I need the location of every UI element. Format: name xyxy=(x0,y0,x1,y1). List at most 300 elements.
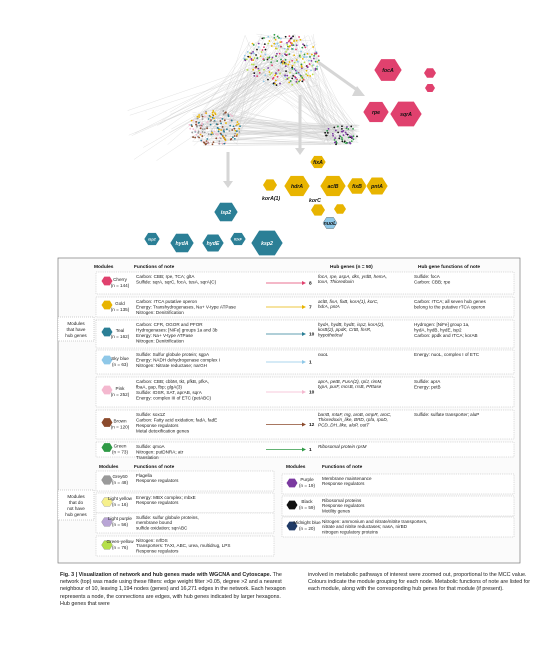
module-row-teal xyxy=(96,320,514,348)
hub-genes-line: hypothetical xyxy=(318,332,343,337)
network-edge xyxy=(282,74,334,132)
network-node xyxy=(310,60,312,62)
network-node xyxy=(201,122,203,124)
network-node xyxy=(229,119,231,121)
network-node xyxy=(262,58,264,60)
module-name: Purple xyxy=(300,477,314,482)
network-node xyxy=(312,74,314,76)
module-function: Response regulators xyxy=(136,500,179,505)
header-hub-functions: Hub gene functions of note xyxy=(418,264,480,270)
network-node xyxy=(289,39,291,41)
network-node xyxy=(269,71,271,73)
network-node xyxy=(347,128,349,130)
network-node xyxy=(304,61,306,63)
network-node xyxy=(277,76,279,78)
module-function: Transporters: TAXI, ABC, urea, multidrug, LPS xyxy=(136,543,230,548)
network-node xyxy=(310,69,312,71)
network-node xyxy=(286,44,288,46)
network-node xyxy=(298,73,300,75)
hub-function: Sulfide: focA xyxy=(414,274,441,279)
module-function: Response regulators xyxy=(322,503,365,508)
network-node xyxy=(221,142,223,144)
network-node xyxy=(341,139,343,141)
network-node xyxy=(279,73,281,75)
network-node xyxy=(208,118,210,120)
module-function: Nitrogen: putDNRA; atr xyxy=(136,450,184,455)
network-node xyxy=(303,79,305,81)
teal-hub-label: hydA xyxy=(176,241,189,247)
module-name: Grey60 xyxy=(112,474,128,479)
network-node xyxy=(285,65,287,67)
module-function: Carbon: rTCA putative operon xyxy=(136,299,197,304)
network-node xyxy=(223,131,225,133)
module-name: Green-yellow xyxy=(106,539,134,544)
network-node xyxy=(276,42,278,44)
group-with-hubs-line: Modules xyxy=(67,321,85,326)
network-node xyxy=(341,131,343,133)
network-node xyxy=(295,77,297,79)
network-node xyxy=(257,68,259,70)
network-node xyxy=(225,122,227,124)
module-function: fbaA, gap, fbp; glgA(3) xyxy=(136,385,182,390)
module-function: Motility genes xyxy=(322,508,351,513)
network-node xyxy=(205,111,207,113)
network-node xyxy=(325,135,327,137)
network-node xyxy=(269,74,271,76)
hub-function: Carbon: ppdk and rTCA; korAB xyxy=(414,333,478,338)
module-count: (n = 63) xyxy=(112,362,128,367)
group-without-hubs-line: not have xyxy=(67,506,85,511)
network-node xyxy=(205,112,207,114)
network-node xyxy=(252,59,254,61)
network-node xyxy=(271,64,273,66)
network-node xyxy=(189,128,191,130)
network-node xyxy=(258,43,260,45)
module-function: Nitrogen: Denitrification xyxy=(136,339,184,344)
module-count: (n = 76) xyxy=(112,545,128,550)
network-node xyxy=(280,46,282,48)
hub-count: 8 xyxy=(309,281,312,287)
hub-function: Carbon: CBB; rpe xyxy=(414,280,451,285)
network-node xyxy=(286,42,288,44)
network-node xyxy=(220,123,222,125)
module-function: Energy: NADH dehydrogenase complex I xyxy=(136,358,220,363)
network-node xyxy=(307,66,309,68)
network-node xyxy=(288,81,290,83)
module-function: nitrate and nitrite reductases; nasA, nirBD xyxy=(322,524,408,529)
network-node xyxy=(196,126,198,128)
module-count: (n = 56) xyxy=(112,522,128,527)
network-node xyxy=(214,131,216,133)
network-node xyxy=(288,53,290,55)
network-node xyxy=(205,144,207,146)
network-node xyxy=(279,53,281,55)
network-node xyxy=(271,45,273,47)
module-function: Carbon: Fatty acid oxidation; fadA, fadE xyxy=(136,418,217,423)
network-node xyxy=(334,139,336,141)
network-node xyxy=(265,54,267,56)
network-node xyxy=(263,46,265,48)
network-node xyxy=(343,134,345,136)
network-node xyxy=(269,40,271,42)
network-node xyxy=(200,140,202,142)
module-function: Ribosomal proteins xyxy=(322,498,362,503)
network-node xyxy=(344,140,346,142)
network-node xyxy=(313,58,315,60)
network-node xyxy=(204,128,206,130)
network-node xyxy=(215,113,217,115)
module-count: (n = 16) xyxy=(112,502,128,507)
module-function: Carbon: CFR, OGOR and PFOR xyxy=(136,322,203,327)
network-node xyxy=(221,118,223,120)
network-node xyxy=(274,75,276,77)
network-node xyxy=(332,135,334,137)
network-node xyxy=(218,130,220,132)
network-node xyxy=(231,115,233,117)
module-function: Response regulators xyxy=(322,481,365,486)
network-node xyxy=(288,46,290,48)
network-node xyxy=(296,40,298,42)
network-node xyxy=(269,56,271,58)
group-without-hubs-line: Modules xyxy=(67,494,85,499)
network-node xyxy=(317,66,319,68)
network-node xyxy=(285,78,287,80)
network-node xyxy=(332,133,334,135)
network-node xyxy=(191,120,193,122)
nohub-header-modules-right: Modules xyxy=(286,464,306,470)
network-node xyxy=(273,37,275,39)
network-node xyxy=(229,130,231,132)
network-node xyxy=(203,141,205,143)
network-node xyxy=(285,51,287,53)
network-node xyxy=(259,72,261,74)
network-node xyxy=(271,72,273,74)
nohub-header-functions-right: Functions of note xyxy=(322,464,363,470)
module-name: Green xyxy=(114,444,127,449)
network-node xyxy=(222,126,224,128)
hub-function: Sulfide: aprA xyxy=(414,379,441,384)
network-node xyxy=(224,143,226,145)
network-node xyxy=(215,137,217,139)
network-node xyxy=(195,121,197,123)
hub-function: Carbon: rTCA; all seven hub genes xyxy=(414,299,486,304)
network-node xyxy=(271,58,273,60)
cherry-hub-label: sqrA xyxy=(400,112,412,118)
network-node xyxy=(341,128,343,130)
network-node xyxy=(312,64,314,66)
network-node xyxy=(200,126,202,128)
hub-genes-line: toxA, Thioredoxin xyxy=(318,279,354,284)
network-node xyxy=(284,53,286,55)
arrow-to-cherry xyxy=(318,62,360,92)
network-node xyxy=(285,59,287,61)
nohub-row-black xyxy=(282,496,514,516)
network-node xyxy=(291,84,293,86)
network-node xyxy=(236,130,238,132)
network-node xyxy=(349,142,351,144)
gold-hub-label: aclB xyxy=(328,184,339,190)
teal-hub-label: isp2 xyxy=(221,210,231,216)
module-function: Energy: Na+ V-type ATPase xyxy=(136,333,193,338)
network-node xyxy=(306,56,308,58)
gold-small-hex xyxy=(311,204,325,215)
hub-function: Energy: nuoL, complex I of ETC xyxy=(414,352,480,357)
network-node xyxy=(260,55,262,57)
module-name: Midnight blue xyxy=(293,520,321,525)
hub-function: Sulfide: sulfate transporter; aluP xyxy=(414,412,479,417)
hub-genes-line: typA, purF, mcsB, rrsB, PRtase xyxy=(318,384,382,389)
network-node xyxy=(197,116,199,118)
arrow-to-teal-head xyxy=(223,181,233,188)
network-node xyxy=(348,137,350,139)
module-function: Flagella xyxy=(136,473,153,478)
network-node xyxy=(291,77,293,79)
module-row-box xyxy=(282,496,514,516)
network-node xyxy=(292,65,294,67)
network-node xyxy=(213,121,215,123)
network-node xyxy=(300,51,302,53)
module-function: nitrogen regulatory proteins xyxy=(322,529,379,534)
network-node xyxy=(194,130,196,132)
network-node xyxy=(232,136,234,138)
network-node xyxy=(334,137,336,139)
module-name: Brown xyxy=(113,419,126,424)
network-node xyxy=(291,68,293,70)
network-node xyxy=(225,135,227,137)
network-edge xyxy=(229,115,330,140)
hub-count: 12 xyxy=(309,422,315,428)
network-node xyxy=(340,136,342,138)
module-count: (n = 19) xyxy=(299,483,315,488)
network-node xyxy=(307,75,309,77)
network-node xyxy=(274,34,276,36)
network-node xyxy=(280,59,282,61)
network-edge xyxy=(253,37,268,44)
network-node xyxy=(298,36,300,38)
network-node xyxy=(273,82,275,84)
network-node xyxy=(212,110,214,112)
network-edge xyxy=(222,60,278,120)
network-node xyxy=(236,124,238,126)
network-node xyxy=(335,130,337,132)
cherry-small-hex xyxy=(425,84,435,92)
network-node xyxy=(313,55,315,57)
module-name: Light purple xyxy=(108,516,132,521)
network-node xyxy=(210,120,212,122)
network-node xyxy=(192,128,194,130)
network-edge xyxy=(130,69,275,115)
module-name: Pink xyxy=(116,386,126,391)
module-count: (n = 73) xyxy=(112,450,128,455)
network-node xyxy=(262,49,264,51)
module-function: Energy: Transhydrogenases, Na+ V-type ATPase xyxy=(136,305,236,310)
network-node xyxy=(292,35,294,37)
header-hub-genes: Hub genes (n = 50) xyxy=(330,264,373,270)
network-node xyxy=(272,57,274,59)
network-node xyxy=(324,132,326,134)
network-node xyxy=(288,35,290,37)
network-node xyxy=(275,55,277,57)
network-node xyxy=(246,58,248,60)
network-node xyxy=(314,69,316,71)
network-node xyxy=(231,120,233,122)
module-function: membrane bound xyxy=(136,520,172,525)
network-node xyxy=(206,127,208,129)
network-node xyxy=(211,132,213,134)
network-node xyxy=(337,131,339,133)
module-function: Metal detoxification genes xyxy=(136,429,190,434)
network-node xyxy=(255,54,257,56)
network-node xyxy=(206,138,208,140)
network-node xyxy=(261,51,263,53)
network-node xyxy=(197,132,199,134)
network-node xyxy=(199,125,201,127)
module-row-cherry xyxy=(96,272,514,294)
module-row-pink xyxy=(96,377,514,407)
hub-genes-line: nuoL xyxy=(318,352,329,357)
network-node xyxy=(231,129,233,131)
network-node xyxy=(267,59,269,61)
hub-genes-line: barrB, mtaF, mg, aroB, ompR, aroC, xyxy=(318,412,391,417)
network-node xyxy=(265,49,267,51)
network-node xyxy=(233,125,235,127)
network-node xyxy=(289,61,291,63)
network-node xyxy=(284,74,286,76)
module-function: Response regulators xyxy=(136,478,179,483)
module-function: Translation xyxy=(136,455,159,460)
network-node xyxy=(220,117,222,119)
network-node xyxy=(318,55,320,57)
network-node xyxy=(212,143,214,145)
module-count: (n = 252) xyxy=(111,392,130,397)
network-node xyxy=(254,57,256,59)
network-node xyxy=(234,133,236,135)
module-name: Gold xyxy=(115,301,125,306)
network-node xyxy=(257,57,259,59)
hub-genes-line: hdrA, pntA xyxy=(318,304,340,309)
teal-hub-label: hydE xyxy=(207,241,220,247)
network-node xyxy=(216,123,218,125)
network-node xyxy=(316,68,318,70)
network-node xyxy=(291,60,293,62)
group-without-hubs-line: that do xyxy=(69,500,83,505)
network-node xyxy=(234,128,236,130)
network-node xyxy=(252,69,254,71)
network-node xyxy=(220,120,222,122)
network-edge xyxy=(203,145,341,146)
figure-caption xyxy=(60,572,542,630)
network-edge xyxy=(203,49,308,117)
network-node xyxy=(291,37,293,39)
network-node xyxy=(201,135,203,137)
hub-genes-line: korB(2), ppdK, CrtB, fnsR, xyxy=(318,327,371,332)
network-node xyxy=(309,56,311,58)
network-node xyxy=(204,116,206,118)
hub-genes-line: PCD_DH_like, aluP, outT xyxy=(318,422,370,427)
network-node xyxy=(300,39,302,41)
module-name: Sky blue xyxy=(111,356,129,361)
network-node xyxy=(305,73,307,75)
header-modules: Modules xyxy=(94,264,114,270)
network-node xyxy=(286,54,288,56)
network-node xyxy=(249,56,251,58)
network-node xyxy=(253,53,255,55)
module-function: Sulfide: sqrA, sqrC, focA, tusA, sqrA(C) xyxy=(136,280,217,285)
network-node xyxy=(226,128,228,130)
network-node xyxy=(246,69,248,71)
network-node xyxy=(191,132,193,134)
hub-genes xyxy=(318,352,329,357)
network-node xyxy=(296,44,298,46)
network-node xyxy=(298,81,300,83)
network-node xyxy=(220,129,222,131)
network-node xyxy=(263,81,265,83)
network-node xyxy=(228,114,230,116)
network-edge xyxy=(225,42,250,116)
network-node xyxy=(218,140,220,142)
hub-genes-line: Ribosomal protein rpsM xyxy=(318,444,367,449)
network-node xyxy=(301,47,303,49)
network-node xyxy=(253,72,255,74)
teal-small-label: fdxF xyxy=(234,238,243,242)
network-node xyxy=(217,134,219,136)
network-node xyxy=(302,58,304,60)
teal-small-label: isp2 xyxy=(148,238,156,242)
network-graph xyxy=(128,34,436,256)
gold-hub-label: fixA xyxy=(313,160,323,166)
network-node xyxy=(250,52,252,54)
group-with-hubs-line: hub genes xyxy=(65,333,87,338)
network-node xyxy=(201,114,203,116)
module-count: (n = 48) xyxy=(112,480,128,485)
network-node xyxy=(197,118,199,120)
module-count: (n = 59) xyxy=(299,505,315,510)
network-node xyxy=(244,59,246,61)
network-node xyxy=(291,42,293,44)
network-node xyxy=(200,127,202,129)
network-node xyxy=(300,63,302,65)
network-node xyxy=(219,137,221,139)
network-node xyxy=(327,132,329,134)
network-node xyxy=(264,43,266,45)
network-edge xyxy=(135,63,273,133)
module-count: (n = 135) xyxy=(111,307,130,312)
network-node xyxy=(193,120,195,122)
network-node xyxy=(307,53,309,55)
network-node xyxy=(296,70,298,72)
network-node xyxy=(188,124,190,126)
network-node xyxy=(309,63,311,65)
module-function: Nitrogen: nrfDS xyxy=(136,538,168,543)
network-node xyxy=(194,137,196,139)
gold-hub-label: hdrA xyxy=(291,184,303,190)
network-node xyxy=(278,45,280,47)
network-node xyxy=(210,134,212,136)
network-node xyxy=(222,110,224,112)
network-node xyxy=(285,70,287,72)
module-row-gold xyxy=(96,297,514,317)
module-row-sky-blue xyxy=(96,350,514,374)
network-node xyxy=(293,40,295,42)
group-without-hubs-line: hub genes xyxy=(65,512,87,517)
network-node xyxy=(251,64,253,66)
hub-count: 1 xyxy=(309,447,312,453)
module-function: Energy: MBX complex; mbxE xyxy=(136,495,196,500)
caption-right-text: involved in metabolic pathways of interest were zoomed out, proportional to the MCC value. Colours indicate the module grouping for each node. Metabolic functions of note are listed for each module, along with the corresponding hub genes for that module (if present). xyxy=(308,572,530,592)
hub-function: Energy: petB xyxy=(414,385,441,390)
network-node xyxy=(267,67,269,69)
network-node xyxy=(221,134,223,136)
